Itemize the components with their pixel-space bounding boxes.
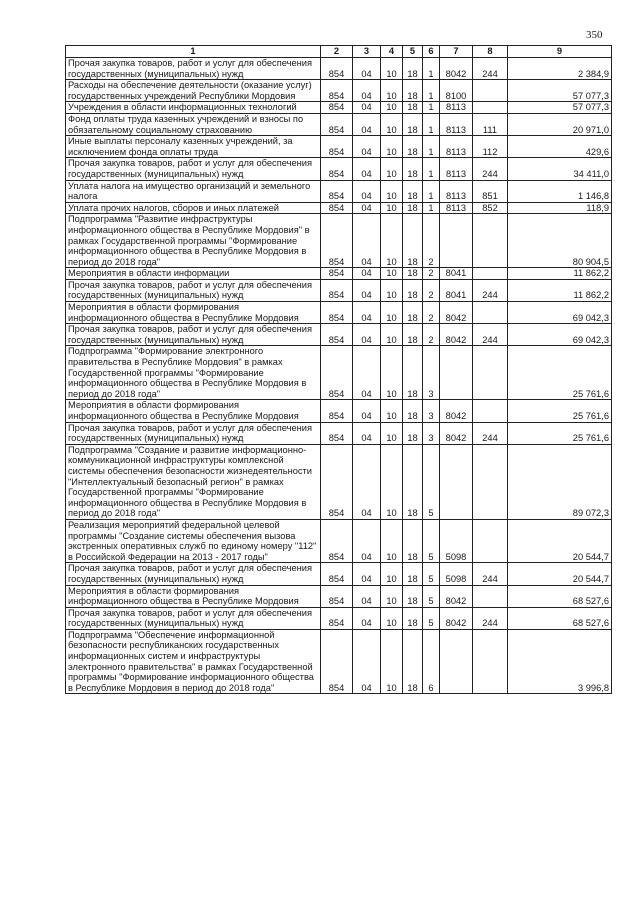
table-row	[66, 346, 612, 400]
row-code-c5: 18	[403, 629, 423, 694]
row-code-c3: 04	[353, 585, 381, 607]
row-amount: 25 761,6	[508, 400, 612, 422]
row-code-c3: 04	[353, 80, 381, 102]
row-code-c8: 244	[473, 158, 508, 180]
header-cell: 7	[440, 46, 473, 58]
row-code-c6: 5	[423, 444, 440, 519]
row-code-c3: 04	[353, 422, 381, 444]
row-code-c4: 10	[381, 400, 403, 422]
row-code-c5: 18	[403, 102, 423, 114]
row-code-c6: 5	[423, 563, 440, 585]
table-row	[66, 302, 612, 324]
row-code-c5: 18	[403, 268, 423, 280]
row-code-c7: 8113	[440, 136, 473, 158]
table-row	[66, 422, 612, 444]
row-code-c6: 1	[423, 113, 440, 135]
row-name: Фонд оплаты труда казенных учреждений и взносы по обязательному социальному страхованию	[66, 113, 321, 135]
row-code-c2: 854	[321, 302, 353, 324]
row-code-c3: 04	[353, 563, 381, 585]
row-code-c2: 854	[321, 519, 353, 562]
row-code-c8: 244	[473, 422, 508, 444]
row-code-c6: 2	[423, 214, 440, 268]
row-code-c8	[473, 268, 508, 280]
row-code-c8: 244	[473, 607, 508, 629]
budget-table	[65, 45, 612, 694]
row-code-c2: 854	[321, 180, 353, 202]
table-row	[66, 444, 612, 519]
row-code-c5: 18	[403, 58, 423, 80]
header-cell: 3	[353, 46, 381, 58]
row-code-c6: 3	[423, 422, 440, 444]
row-code-c2: 854	[321, 136, 353, 158]
table-row	[66, 214, 612, 268]
row-code-c5: 18	[403, 324, 423, 346]
row-code-c8	[473, 400, 508, 422]
row-code-c6: 2	[423, 268, 440, 280]
row-code-c7: 8113	[440, 202, 473, 214]
row-code-c3: 04	[353, 113, 381, 135]
row-code-c2: 854	[321, 324, 353, 346]
table-row	[66, 113, 612, 135]
row-code-c3: 04	[353, 158, 381, 180]
table-row	[66, 58, 612, 80]
row-code-c7: 5098	[440, 519, 473, 562]
row-code-c5: 18	[403, 400, 423, 422]
row-code-c3: 04	[353, 346, 381, 400]
row-code-c3: 04	[353, 400, 381, 422]
row-amount: 20 971,0	[508, 113, 612, 135]
row-code-c2: 854	[321, 585, 353, 607]
row-code-c8: 244	[473, 563, 508, 585]
row-code-c2: 854	[321, 444, 353, 519]
table-row	[66, 136, 612, 158]
row-amount: 89 072,3	[508, 444, 612, 519]
row-code-c6: 1	[423, 58, 440, 80]
row-code-c4: 10	[381, 214, 403, 268]
row-code-c7: 8042	[440, 585, 473, 607]
row-code-c7: 8113	[440, 180, 473, 202]
row-code-c2: 854	[321, 422, 353, 444]
row-code-c8	[473, 80, 508, 102]
row-code-c5: 18	[403, 214, 423, 268]
table-row	[66, 268, 612, 280]
row-code-c8	[473, 102, 508, 114]
row-name: Мероприятия в области информации	[66, 268, 321, 280]
table-row	[66, 180, 612, 202]
row-code-c2: 854	[321, 563, 353, 585]
table-row	[66, 102, 612, 114]
row-code-c2: 854	[321, 202, 353, 214]
header-cell: 6	[423, 46, 440, 58]
row-code-c7: 8042	[440, 324, 473, 346]
table-row	[66, 158, 612, 180]
row-code-c8: 244	[473, 324, 508, 346]
row-code-c6: 1	[423, 102, 440, 114]
row-amount: 2 384,9	[508, 58, 612, 80]
row-code-c5: 18	[403, 279, 423, 301]
row-code-c6: 1	[423, 180, 440, 202]
row-name: Прочая закупка товаров, работ и услуг для обеспечения государственных (муниципальных) нужд	[66, 324, 321, 346]
table-row	[66, 80, 612, 102]
row-code-c7: 8041	[440, 268, 473, 280]
row-amount: 69 042,3	[508, 302, 612, 324]
row-name: Реализация мероприятий федеральной целевой программы "Создание системы обеспечения вызова экстренных оперативных служб по единому номеру "112" в Российской Федерации на 2013 - 2017 годы"	[66, 519, 321, 562]
row-code-c8: 851	[473, 180, 508, 202]
row-name: Иные выплаты персоналу казенных учреждений, за исключением фонда оплаты труда	[66, 136, 321, 158]
row-code-c6: 5	[423, 607, 440, 629]
row-name: Уплата прочих налогов, сборов и иных платежей	[66, 202, 321, 214]
row-name: Подпрограмма "Создание и развитие информационно-коммуникационной инфраструктуры комплексной системы обеспечения безопасности жизнедеятельности "Интеллектуальный безопасный регион" в рамках Государственной программы "Формирование информационного общества в Республике Мордовия в период до 2018 года"	[66, 444, 321, 519]
row-amount: 57 077,3	[508, 102, 612, 114]
table-row	[66, 563, 612, 585]
row-amount: 68 527,6	[508, 607, 612, 629]
row-amount: 429,6	[508, 136, 612, 158]
row-code-c5: 18	[403, 158, 423, 180]
row-code-c7: 8042	[440, 422, 473, 444]
row-name: Прочая закупка товаров, работ и услуг для обеспечения государственных (муниципальных) нужд	[66, 563, 321, 585]
table-row	[66, 279, 612, 301]
row-code-c6: 1	[423, 136, 440, 158]
row-code-c6: 2	[423, 324, 440, 346]
row-code-c3: 04	[353, 180, 381, 202]
row-amount: 25 761,6	[508, 422, 612, 444]
row-code-c3: 04	[353, 136, 381, 158]
row-code-c4: 10	[381, 444, 403, 519]
row-code-c7: 8113	[440, 113, 473, 135]
page-number: 350	[586, 29, 603, 41]
row-code-c2: 854	[321, 279, 353, 301]
row-code-c4: 10	[381, 80, 403, 102]
row-code-c4: 10	[381, 268, 403, 280]
row-code-c4: 10	[381, 102, 403, 114]
row-code-c5: 18	[403, 585, 423, 607]
row-name: Прочая закупка товаров, работ и услуг для обеспечения государственных (муниципальных) нужд	[66, 58, 321, 80]
row-amount: 68 527,6	[508, 585, 612, 607]
row-code-c6: 3	[423, 346, 440, 400]
row-code-c6: 5	[423, 585, 440, 607]
row-amount: 69 042,3	[508, 324, 612, 346]
row-code-c4: 10	[381, 346, 403, 400]
row-amount: 20 544,7	[508, 563, 612, 585]
header-row	[66, 46, 612, 58]
header-cell: 2	[321, 46, 353, 58]
row-name: Прочая закупка товаров, работ и услуг для обеспечения государственных (муниципальных) нужд	[66, 279, 321, 301]
row-code-c4: 10	[381, 629, 403, 694]
row-name: Прочая закупка товаров, работ и услуг для обеспечения государственных (муниципальных) нужд	[66, 422, 321, 444]
row-code-c7	[440, 346, 473, 400]
row-code-c5: 18	[403, 180, 423, 202]
row-code-c2: 854	[321, 80, 353, 102]
row-code-c4: 10	[381, 113, 403, 135]
row-name: Прочая закупка товаров, работ и услуг для обеспечения государственных (муниципальных) нужд	[66, 158, 321, 180]
row-code-c5: 18	[403, 519, 423, 562]
row-code-c2: 854	[321, 102, 353, 114]
row-code-c3: 04	[353, 607, 381, 629]
header-cell: 9	[508, 46, 612, 58]
table-row	[66, 400, 612, 422]
row-code-c3: 04	[353, 202, 381, 214]
row-name: Подпрограмма "Обеспечение информационной безопасности республиканских государственных информационных систем и инфраструктуры электронного правительства" в рамках Государственной программы "Формирование информационного общества в Республике Мордовия в период до 2018 года"	[66, 629, 321, 694]
row-code-c2: 854	[321, 629, 353, 694]
row-code-c3: 04	[353, 102, 381, 114]
table-body	[66, 58, 612, 694]
row-code-c7	[440, 444, 473, 519]
row-code-c5: 18	[403, 607, 423, 629]
row-code-c2: 854	[321, 268, 353, 280]
row-code-c7: 8042	[440, 302, 473, 324]
row-code-c6: 6	[423, 629, 440, 694]
row-code-c5: 18	[403, 80, 423, 102]
row-code-c5: 18	[403, 563, 423, 585]
row-code-c8: 111	[473, 113, 508, 135]
header-cell: 8	[473, 46, 508, 58]
row-code-c8	[473, 302, 508, 324]
row-amount: 25 761,6	[508, 346, 612, 400]
row-amount: 118,9	[508, 202, 612, 214]
table-row	[66, 519, 612, 562]
row-code-c2: 854	[321, 58, 353, 80]
row-code-c3: 04	[353, 324, 381, 346]
row-code-c6: 2	[423, 302, 440, 324]
row-code-c3: 04	[353, 214, 381, 268]
row-code-c7: 8042	[440, 58, 473, 80]
row-code-c7: 8113	[440, 102, 473, 114]
row-code-c4: 10	[381, 422, 403, 444]
row-name: Уплата налога на имущество организаций и земельного налога	[66, 180, 321, 202]
table-row	[66, 607, 612, 629]
row-code-c6: 1	[423, 80, 440, 102]
row-code-c7	[440, 629, 473, 694]
row-code-c8	[473, 444, 508, 519]
row-amount: 11 862,2	[508, 268, 612, 280]
row-code-c7: 8042	[440, 607, 473, 629]
row-name: Мероприятия в области формирования информационного общества в Республике Мордовия	[66, 302, 321, 324]
row-code-c5: 18	[403, 113, 423, 135]
row-code-c6: 2	[423, 279, 440, 301]
row-code-c3: 04	[353, 58, 381, 80]
row-amount: 1 146,8	[508, 180, 612, 202]
row-code-c8: 852	[473, 202, 508, 214]
row-code-c4: 10	[381, 158, 403, 180]
row-code-c7: 8100	[440, 80, 473, 102]
row-code-c5: 18	[403, 202, 423, 214]
row-name: Подпрограмма "Формирование электронного правительства в Республике Мордовия" в рамках Государственной программы "Формирование информационного общества в Республике Мордовия в период до 2018 года"	[66, 346, 321, 400]
row-code-c4: 10	[381, 563, 403, 585]
row-code-c3: 04	[353, 519, 381, 562]
row-code-c4: 10	[381, 302, 403, 324]
row-amount: 80 904,5	[508, 214, 612, 268]
row-amount: 57 077,3	[508, 80, 612, 102]
row-code-c4: 10	[381, 519, 403, 562]
row-code-c4: 10	[381, 202, 403, 214]
row-code-c5: 18	[403, 302, 423, 324]
row-code-c4: 10	[381, 136, 403, 158]
row-name: Учреждения в области информационных технологий	[66, 102, 321, 114]
row-code-c2: 854	[321, 113, 353, 135]
row-code-c7: 8042	[440, 400, 473, 422]
row-code-c4: 10	[381, 585, 403, 607]
row-code-c3: 04	[353, 629, 381, 694]
row-code-c4: 10	[381, 180, 403, 202]
row-code-c2: 854	[321, 346, 353, 400]
row-code-c2: 854	[321, 400, 353, 422]
row-code-c8	[473, 629, 508, 694]
table-row	[66, 629, 612, 694]
table-row	[66, 585, 612, 607]
row-code-c8	[473, 346, 508, 400]
row-code-c8: 112	[473, 136, 508, 158]
row-code-c5: 18	[403, 444, 423, 519]
row-code-c4: 10	[381, 607, 403, 629]
row-amount: 3 996,8	[508, 629, 612, 694]
row-code-c3: 04	[353, 444, 381, 519]
row-code-c7: 5098	[440, 563, 473, 585]
row-code-c8	[473, 519, 508, 562]
row-code-c2: 854	[321, 158, 353, 180]
row-code-c8	[473, 585, 508, 607]
row-code-c7: 8041	[440, 279, 473, 301]
row-name: Подпрограмма "Развитие инфраструктуры информационного общества в Республике Мордовия" в рамках Государственной программы "Формирование информационного общества в Республике Мордовия в период до 2018 года"	[66, 214, 321, 268]
row-code-c2: 854	[321, 214, 353, 268]
row-name: Расходы на обеспечение деятельности (оказание услуг) государственных учреждений Республики Мордовия	[66, 80, 321, 102]
row-code-c4: 10	[381, 58, 403, 80]
table-row	[66, 202, 612, 214]
row-code-c2: 854	[321, 607, 353, 629]
header-cell: 5	[403, 46, 423, 58]
row-amount: 11 862,2	[508, 279, 612, 301]
row-amount: 20 544,7	[508, 519, 612, 562]
row-code-c4: 10	[381, 324, 403, 346]
row-code-c6: 5	[423, 519, 440, 562]
row-code-c5: 18	[403, 422, 423, 444]
header-cell: 4	[381, 46, 403, 58]
row-name: Мероприятия в области формирования информационного общества в Республике Мордовия	[66, 400, 321, 422]
row-code-c7	[440, 214, 473, 268]
row-code-c8: 244	[473, 279, 508, 301]
row-name: Прочая закупка товаров, работ и услуг для обеспечения государственных (муниципальных) нужд	[66, 607, 321, 629]
row-code-c8	[473, 214, 508, 268]
row-code-c6: 3	[423, 400, 440, 422]
row-code-c6: 1	[423, 202, 440, 214]
row-name: Мероприятия в области формирования информационного общества в Республике Мордовия	[66, 585, 321, 607]
row-amount: 34 411,0	[508, 158, 612, 180]
row-code-c8: 244	[473, 58, 508, 80]
row-code-c7: 8113	[440, 158, 473, 180]
row-code-c5: 18	[403, 136, 423, 158]
row-code-c4: 10	[381, 279, 403, 301]
row-code-c3: 04	[353, 279, 381, 301]
header-cell: 1	[66, 46, 321, 58]
table-row	[66, 324, 612, 346]
row-code-c5: 18	[403, 346, 423, 400]
row-code-c3: 04	[353, 268, 381, 280]
row-code-c6: 1	[423, 158, 440, 180]
row-code-c3: 04	[353, 302, 381, 324]
